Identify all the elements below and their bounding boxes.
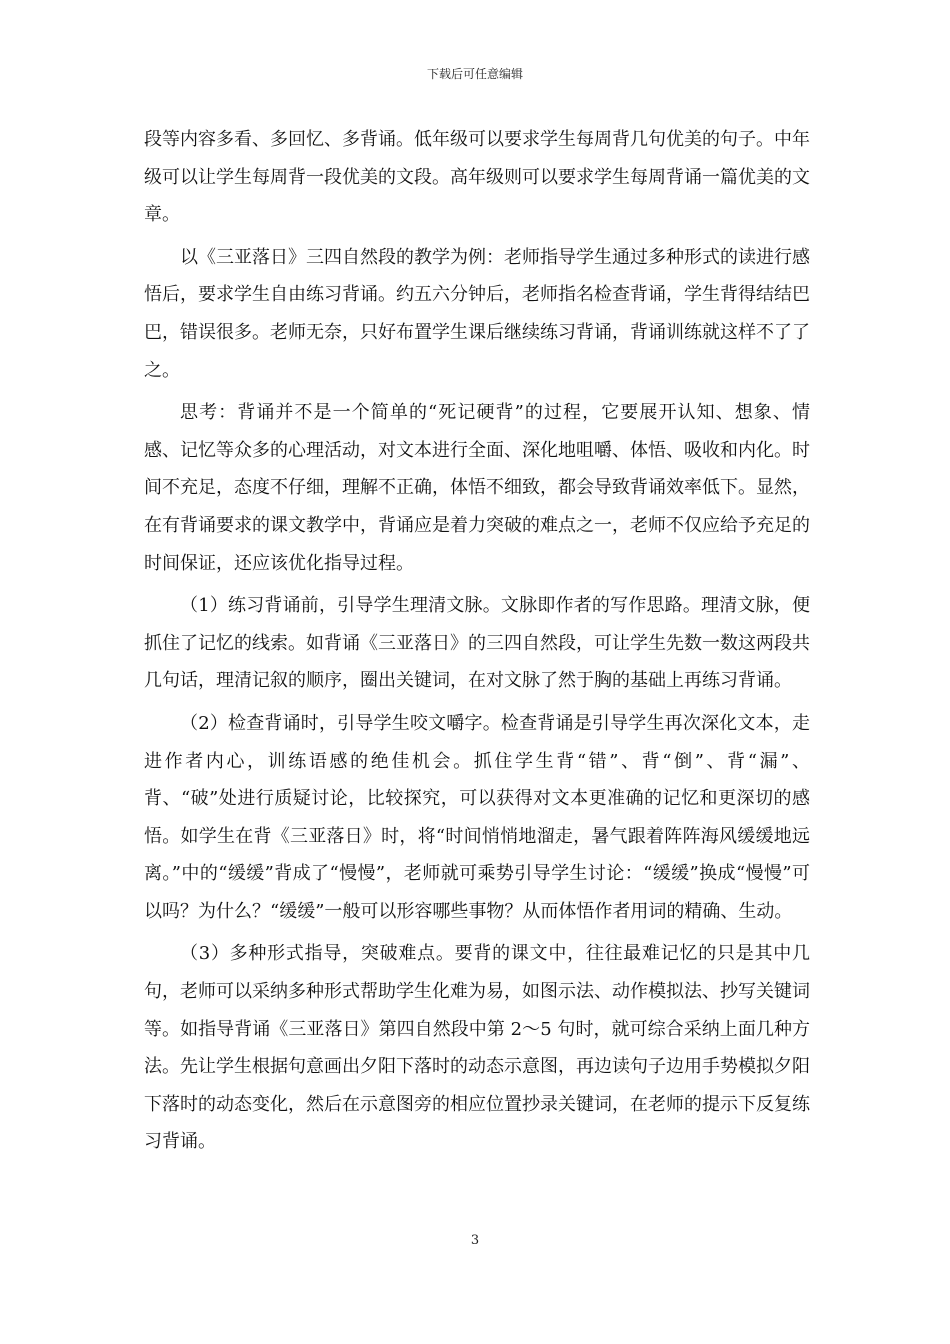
paragraph-point-1: （1）练习背诵前，引导学生理清文脉。文脉即作者的写作思路。理清文脉，便抓住了记忆的线索。如背诵《三亚落日》的三四自然段，可让学生先数一数这两段共几句话，理清记叙的顺序，圈出关键词，在对文脉了然于胸的基础上再练习背诵。 <box>144 595 810 692</box>
document-body <box>144 121 810 1161</box>
paragraph-example: 以《三亚落日》三四自然段的教学为例：老师指导学生通过多种形式的读进行感悟后，要求学生自由练习背诵。约五六分钟后，老师指名检查背诵，学生背得结结巴巴，错误很多。老师无奈，只好布置学生课后继续练习背诵，背诵训练就这样不了了之。 <box>144 246 810 381</box>
paragraph-point-3: （3）多种形式指导，突破难点。要背的课文中，往往最难记忆的只是其中几句，老师可以采纳多种形式帮助学生化难为易，如图示法、动作模拟法、抄写关键词等。如指导背诵《三亚落日》第四自然段中第 2～5 句时，就可综合采纳上面几种方法。先让学生根据句意画出夕阳下落时的动态示意图，再边读句子边用手势模拟夕阳下落时的动态变化，然后在示意图旁的相应位置抄录关键词，在老师的提示下反复练习背诵。 <box>144 943 810 1153</box>
paragraph-point-2: （2）检查背诵时，引导学生咬文嚼字。检查背诵是引导学生再次深化文本，走进作者内心，训练语感的绝佳机会。抓住学生背“错”、背“倒”、背“漏”、背、“破”处进行质疑讨论，比较探究，可以获得对文本更准确的记忆和更深切的感悟。如学生在背《三亚落日》时，将“时间悄悄地溜走，暑气跟着阵阵海风缓缓地远离。”中的“缓缓”背成了“慢慢”，老师就可乘势引导学生讨论：“缓缓”换成“慢慢”可以吗？为什么？“缓缓”一般可以形容哪些事物？从而体悟作者用词的精确、生动。 <box>144 712 810 922</box>
page-header: 下载后可任意编辑 <box>426 67 523 81</box>
paragraph-reflection: 思考：背诵并不是一个简单的“死记硬背”的过程，它要展开认知、想象、情感、记忆等众多的心理活动，对文本进行全面、深化地咀嚼、体悟、吸收和内化。时间不充足，态度不仔细，理解不正确，体悟不细致，都会导致背诵效率低下。显然，在有背诵要求的课文教学中，背诵应是着力突破的难点之一，老师不仅应给予充足的时间保证，还应该优化指导过程。 <box>144 402 810 574</box>
page-number: 3 <box>470 1233 480 1248</box>
paragraph-continued: 段等内容多看、多回忆、多背诵。低年级可以要求学生每周背几句优美的句子。中年级可以让学生每周背一段优美的文段。高年级则可以要求学生每周背诵一篇优美的文章。 <box>144 129 810 226</box>
